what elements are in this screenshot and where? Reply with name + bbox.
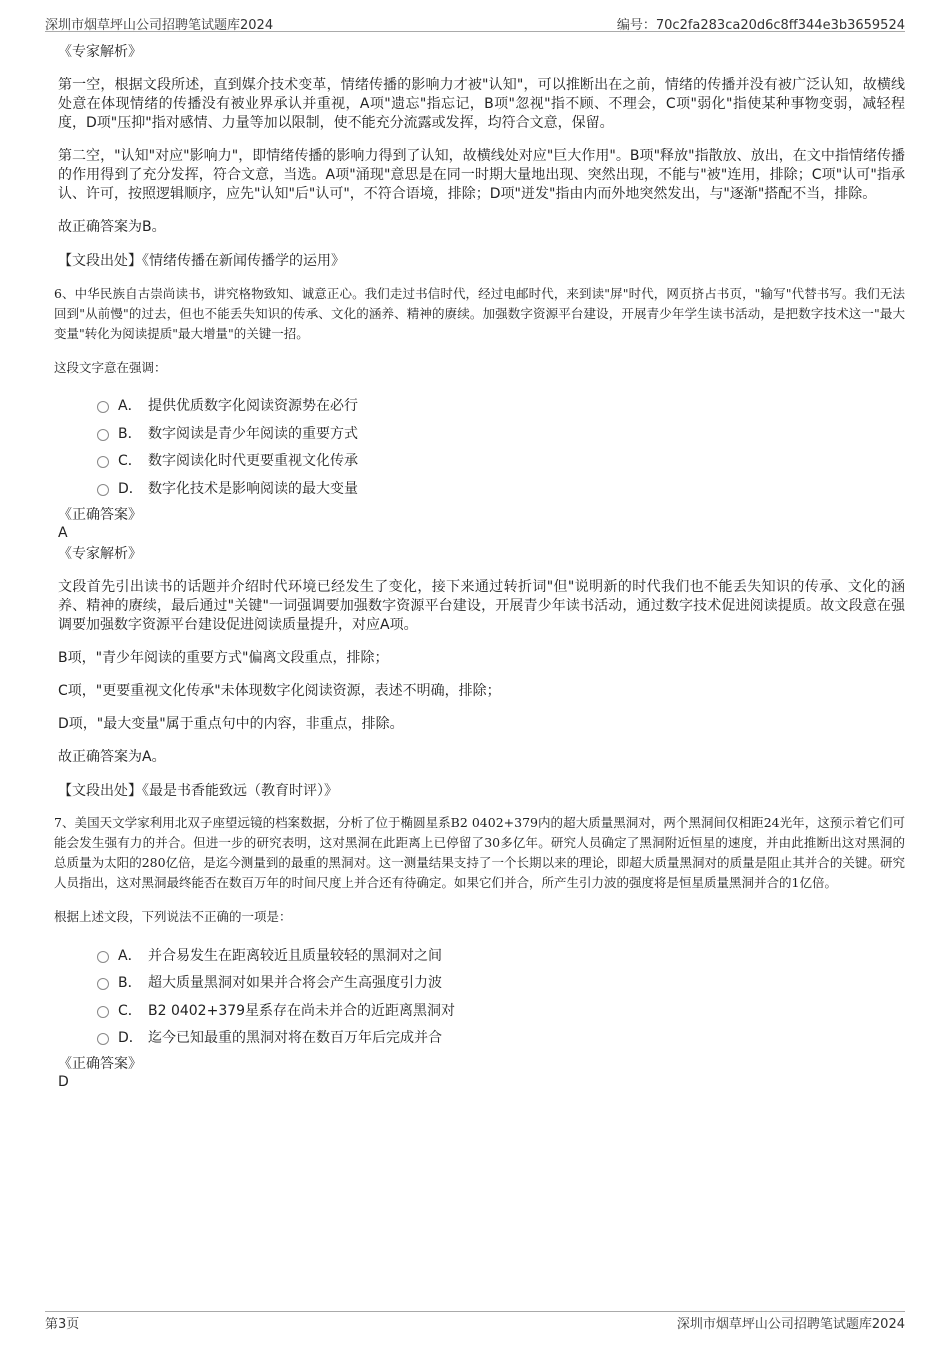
page-content: [45, 42, 905, 1093]
radio-icon[interactable]: [97, 429, 109, 441]
question-prompt: 这段文字意在强调：: [54, 359, 167, 375]
radio-icon[interactable]: [97, 951, 109, 963]
option-letter: A．: [118, 398, 142, 415]
question-text: 6、中华民族自古崇尚读书，讲究格物致知、诚意正心。我们走过书信时代，经过电邮时代，来到读"屏"时代，网页挤占书页，"输写"代替书写。我们无法回到"从前慢"的过去，但也不能丢失知识的传承、文化的涵养、精神的赓续。加强数字资源平台建设，开展青少年学生读书活动，是把数字技术这一"最大变量"转化为阅读提质"最大增量"的关键一招。: [54, 285, 905, 341]
analysis-conclusion: 故正确答案为B。: [58, 219, 166, 235]
radio-icon[interactable]: [97, 484, 109, 496]
header-divider: [45, 31, 905, 32]
option-c[interactable]: [97, 996, 905, 1024]
option-b[interactable]: [97, 969, 905, 997]
option-text: 超大质量黑洞对如果并合将会产生高强度引力波: [148, 975, 442, 992]
header-title: 深圳市烟草坪山公司招聘笔试题库2024: [45, 18, 274, 33]
option-b[interactable]: [97, 419, 905, 447]
option-letter: D．: [118, 480, 143, 497]
option-text: 数字化技术是影响阅读的最大变量: [148, 480, 358, 497]
q5-analysis-section: [45, 42, 905, 271]
page-number: 第3页: [45, 1317, 80, 1332]
radio-icon[interactable]: [97, 1033, 109, 1045]
option-text: 提供优质数字化阅读资源势在必行: [148, 398, 358, 415]
option-letter: B．: [118, 425, 142, 442]
radio-icon[interactable]: [97, 1006, 109, 1018]
analysis-paragraph: 第二空，"认知"对应"影响力"，即情绪传播的影响力得到了认知，故横线处对应"巨大作用"。B项"释放"指散放、放出，在文中指情绪传播的作用得到了充分发挥，符合文意，当选。A项"涌现"意思是在同一时期大量地出现、突然出现，不能与"被"连用，排除；C项"认可"指承认、许可，按照逻辑顺序，应先"认知"后"认可"，不符合语境，排除；D项"迸发"指由内而外地突然发出，与"逐渐"搭配不当，排除。: [58, 148, 905, 202]
option-list: [45, 392, 905, 502]
radio-icon[interactable]: [97, 978, 109, 990]
option-d[interactable]: [97, 474, 905, 502]
option-letter: D．: [118, 1030, 143, 1047]
answer-label: 《正确答案》: [58, 1056, 142, 1072]
option-text: 迄今已知最重的黑洞对将在数百万年后完成并合: [148, 1030, 442, 1047]
analysis-paragraph: D项，"最大变量"属于重点句中的内容，非重点，排除。: [58, 715, 404, 732]
option-a[interactable]: [97, 941, 905, 969]
question-text: 7、美国天文学家利用北双子座望远镜的档案数据，分析了位于椭圆星系B2 0402+379内的超大质量黑洞对，两个黑洞间仅相距24光年，这预示着它们可能会发生强有力的并合。但进一步的研究表明，这对黑洞在此距离上已停留了30多亿年。研究人员确定了黑洞附近恒星的速度，并由此推断出这对黑洞的总质量为太阳的280亿倍，是迄今测量到的最重的黑洞对。这一测量结果支持了一个长期以来的理论，即超大质量黑洞对的质量是阻止其并合的关键。研究人员指出，这对黑洞最终能否在数百万年的时间尺度上并合还有待确定。如果它们并合，所产生引力波的强度将是恒星质量黑洞并合的1亿倍。: [54, 815, 905, 890]
radio-icon[interactable]: [97, 401, 109, 413]
option-a[interactable]: [97, 392, 905, 420]
analysis-paragraph: C项，"更要重视文化传承"未体现数字化阅读资源，表述不明确，排除；: [58, 682, 501, 699]
option-letter: A．: [118, 947, 142, 964]
radio-icon[interactable]: [97, 456, 109, 468]
option-c[interactable]: [97, 447, 905, 475]
analysis-paragraph: B项，"青少年阅读的重要方式"偏离文段重点，排除；: [58, 649, 389, 666]
option-letter: B．: [118, 975, 142, 992]
option-letter: C．: [118, 453, 142, 470]
option-list: [45, 941, 905, 1051]
analysis-label: 《专家解析》: [58, 545, 142, 562]
analysis-paragraph: 文段首先引出读书的话题并介绍时代环境已经发生了变化，接下来通过转折词"但"说明新的时代我们也不能丢失知识的传承、文化的涵养、精神的赓续，最后通过"关键"一词强调要加强数字资源平台建设，开展青少年读书活动，通过数字技术促进阅读提质。故文段意在强调要加强数字资源平台建设促进阅读质量提升，对应A项。: [58, 578, 905, 633]
source-citation: 【文段出处】《最是书香能致远（教育时评）》: [58, 782, 338, 799]
question-7: [45, 813, 905, 1091]
analysis-paragraph: 第一空，根据文段所述，直到媒介技术变革，情绪传播的影响力才被"认知"，可以推断出在之前，情绪的传播并没有被广泛认知，故横线处意在体现情绪的传播没有被业界承认并重视，A项"遗忘"指忘记，B项"忽视"指不顾、不理会，C项"弱化"指使某种事物变弱，减轻程度，D项"压抑"指对感情、力量等加以限制，使不能充分流露或发挥，均符合文意，保留。: [58, 77, 905, 131]
option-text: 数字阅读化时代更要重视文化传承: [148, 453, 358, 470]
option-text: 数字阅读是青少年阅读的重要方式: [148, 425, 358, 442]
header-doc-id: 编号：70c2fa283ca20d6c8ff344e3b3659524: [616, 18, 905, 33]
page-header: [0, 0, 950, 33]
analysis-label: 《专家解析》: [58, 44, 142, 60]
option-letter: C．: [118, 1002, 142, 1019]
question-6: [45, 284, 905, 801]
answer-label: 《正确答案》: [58, 506, 142, 523]
answer-value: D: [58, 1074, 69, 1090]
source-citation: 【文段出处】《情绪传播在新闻传播学的运用》: [58, 253, 345, 269]
footer-title: 深圳市烟草坪山公司招聘笔试题库2024: [676, 1317, 905, 1332]
analysis-conclusion: 故正确答案为A。: [58, 748, 166, 765]
answer-value: A: [58, 524, 68, 541]
option-d[interactable]: [97, 1024, 905, 1052]
footer-divider: [45, 1311, 905, 1312]
question-prompt: 根据上述文段，下列说法不正确的一项是：: [54, 909, 292, 924]
option-text: 并合易发生在距离较近且质量较轻的黑洞对之间: [148, 947, 442, 964]
option-text: B2 0402+379星系存在尚未并合的近距离黑洞对: [148, 1002, 456, 1019]
